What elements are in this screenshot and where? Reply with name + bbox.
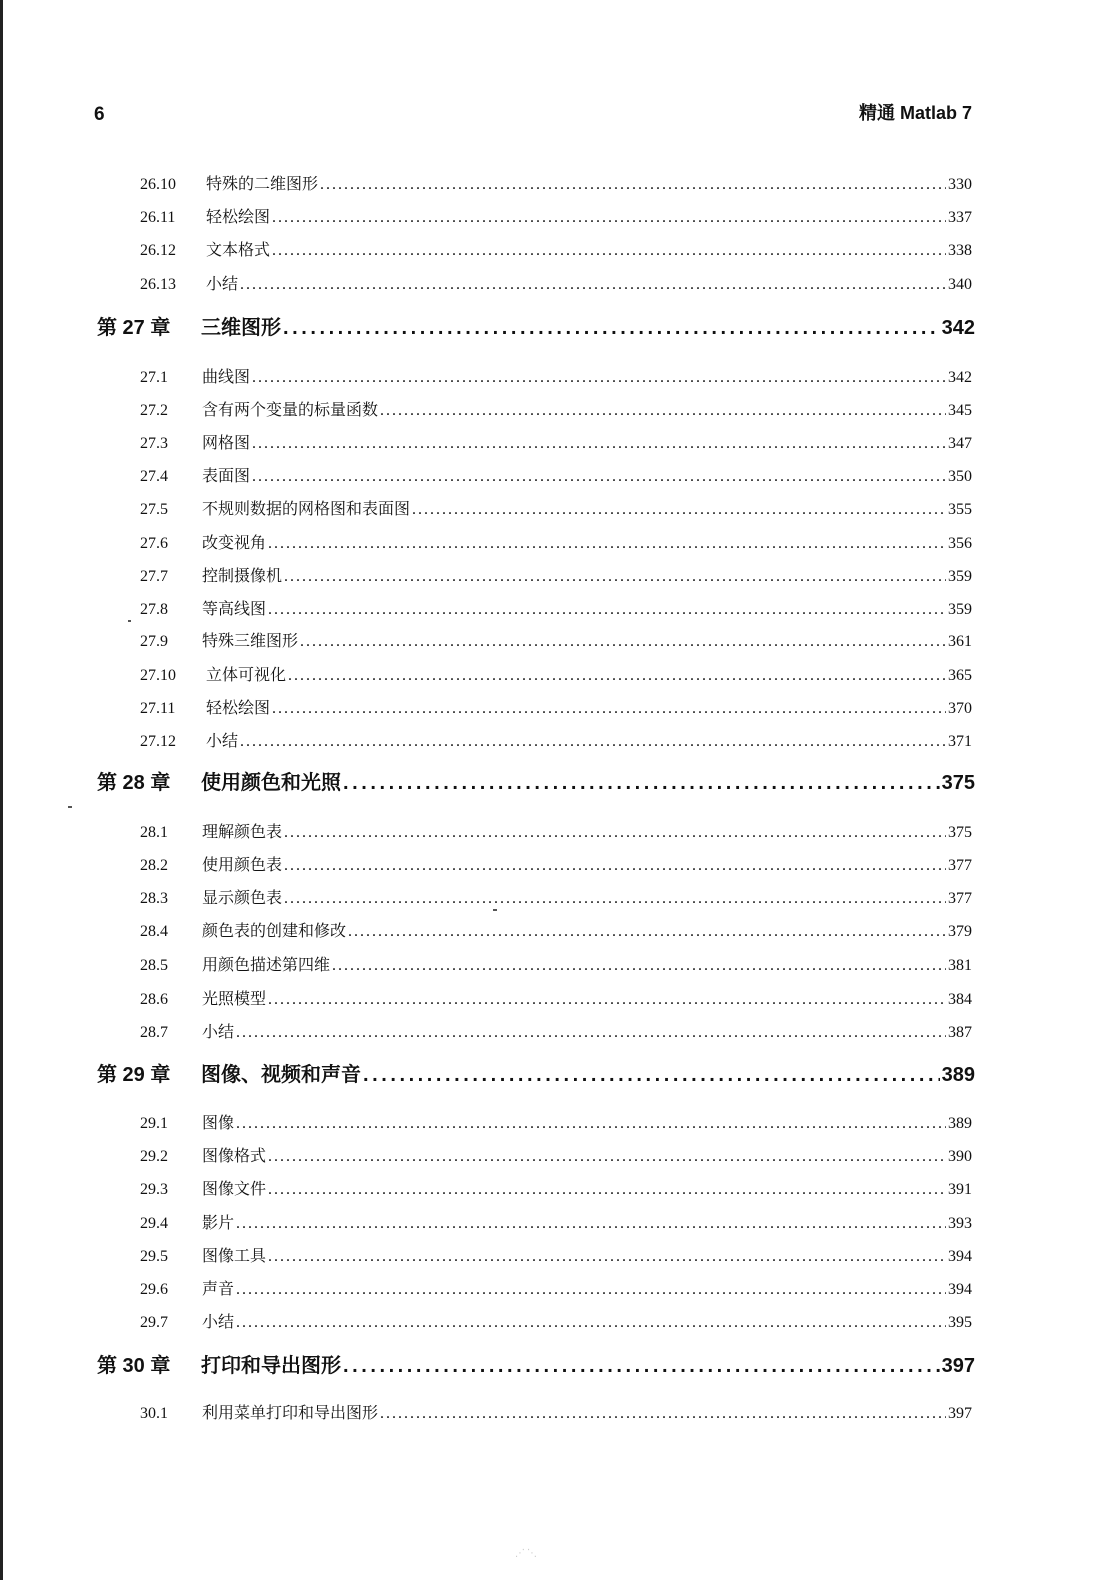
toc-section-row bbox=[140, 237, 972, 260]
toc-section-row bbox=[140, 596, 972, 619]
section-number: 28.1 bbox=[140, 824, 168, 841]
section-title: 轻松绘图 bbox=[206, 698, 271, 717]
section-number: 28.3 bbox=[140, 890, 168, 907]
section-number: 27.12 bbox=[140, 733, 176, 750]
chapter-number: 第 30 章 bbox=[97, 1355, 171, 1377]
toc-chapter-row bbox=[97, 311, 975, 340]
page-reference: 361 bbox=[948, 633, 972, 650]
page-reference: 397 bbox=[948, 1405, 972, 1422]
dot-leader bbox=[288, 667, 946, 685]
page-reference: 370 bbox=[948, 700, 972, 717]
dot-leader bbox=[268, 535, 946, 553]
section-title: 显示颜色表 bbox=[202, 888, 283, 907]
page-reference: 389 bbox=[948, 1115, 972, 1132]
section-number: 29.4 bbox=[140, 1215, 168, 1232]
section-number: 28.6 bbox=[140, 991, 168, 1008]
section-title: 图像格式 bbox=[202, 1146, 267, 1165]
dot-leader bbox=[268, 1248, 946, 1266]
page-reference: 387 bbox=[948, 1024, 972, 1041]
section-number: 26.12 bbox=[140, 242, 176, 259]
page-reference: 340 bbox=[948, 276, 972, 293]
section-title: 曲线图 bbox=[202, 367, 251, 386]
section-number: 27.2 bbox=[140, 402, 168, 419]
chapter-number: 第 27 章 bbox=[97, 317, 171, 339]
section-title: 利用菜单打印和导出图形 bbox=[202, 1403, 379, 1422]
dot-leader bbox=[268, 601, 946, 619]
page-reference: 338 bbox=[948, 242, 972, 259]
toc-section-row bbox=[140, 563, 972, 586]
toc-section-row bbox=[140, 695, 972, 718]
section-title: 特殊的二维图形 bbox=[206, 174, 319, 193]
page-reference: 390 bbox=[948, 1148, 972, 1165]
dot-leader bbox=[283, 317, 940, 340]
page-reference: 375 bbox=[948, 824, 972, 841]
toc-section-row bbox=[140, 1110, 972, 1133]
page-reference: 337 bbox=[948, 209, 972, 226]
dot-leader bbox=[284, 568, 946, 586]
page-reference: 356 bbox=[948, 535, 972, 552]
section-number: 29.2 bbox=[140, 1148, 168, 1165]
toc-section-row bbox=[140, 1400, 972, 1423]
section-title: 含有两个变量的标量函数 bbox=[202, 400, 379, 419]
section-number: 29.3 bbox=[140, 1181, 168, 1198]
scan-speck bbox=[493, 909, 497, 911]
toc-section-row bbox=[140, 885, 972, 908]
toc-section-row bbox=[140, 1143, 972, 1166]
section-title: 改变视角 bbox=[202, 533, 267, 552]
dot-leader bbox=[240, 276, 946, 294]
section-title: 表面图 bbox=[202, 466, 251, 485]
chapter-number: 第 28 章 bbox=[97, 772, 171, 794]
page-reference: 342 bbox=[941, 317, 975, 339]
chapter-title: 三维图形 bbox=[201, 315, 281, 339]
section-title: 小结 bbox=[202, 1022, 235, 1041]
toc-section-row bbox=[140, 530, 972, 553]
section-number: 27.8 bbox=[140, 601, 168, 618]
section-number: 26.13 bbox=[140, 276, 176, 293]
section-number: 29.5 bbox=[140, 1248, 168, 1265]
toc-section-row bbox=[140, 952, 972, 975]
dot-leader bbox=[268, 991, 946, 1009]
dot-leader bbox=[252, 369, 946, 387]
section-title: 声音 bbox=[202, 1279, 235, 1298]
dot-leader bbox=[320, 176, 946, 194]
page-reference: 359 bbox=[948, 601, 972, 618]
dot-leader bbox=[268, 1181, 946, 1199]
dot-leader bbox=[363, 1064, 940, 1087]
section-title: 光照模型 bbox=[202, 989, 267, 1008]
toc-section-row bbox=[140, 1243, 972, 1266]
dot-leader bbox=[236, 1115, 946, 1133]
section-title: 图像工具 bbox=[202, 1246, 267, 1265]
dot-leader bbox=[343, 772, 940, 795]
section-number: 29.7 bbox=[140, 1314, 168, 1331]
scan-speck bbox=[68, 806, 72, 808]
section-number: 29.1 bbox=[140, 1115, 168, 1132]
page-reference: 379 bbox=[948, 923, 972, 940]
section-number: 30.1 bbox=[140, 1405, 168, 1422]
dot-leader bbox=[236, 1281, 946, 1299]
section-title: 控制摄像机 bbox=[202, 566, 283, 585]
page-reference: 394 bbox=[948, 1281, 972, 1298]
dot-leader bbox=[236, 1024, 946, 1042]
chapter-title: 图像、视频和声音 bbox=[201, 1062, 361, 1086]
section-number: 27.1 bbox=[140, 369, 168, 386]
toc-section-row bbox=[140, 1176, 972, 1199]
toc-chapter-row bbox=[97, 766, 975, 795]
dot-leader bbox=[252, 468, 946, 486]
section-title: 特殊三维图形 bbox=[202, 631, 299, 650]
page-reference: 395 bbox=[948, 1314, 972, 1331]
dot-leader bbox=[343, 1355, 940, 1378]
toc-section-row bbox=[140, 918, 972, 941]
page-reference: 365 bbox=[948, 667, 972, 684]
dot-leader bbox=[348, 923, 946, 941]
page-reference: 355 bbox=[948, 501, 972, 518]
section-number: 29.6 bbox=[140, 1281, 168, 1298]
section-title: 影片 bbox=[202, 1213, 235, 1232]
page-reference: 375 bbox=[941, 772, 975, 794]
page-reference: 394 bbox=[948, 1248, 972, 1265]
toc-section-row bbox=[140, 728, 972, 751]
section-number: 28.7 bbox=[140, 1024, 168, 1041]
page-reference: 393 bbox=[948, 1215, 972, 1232]
toc-section-row bbox=[140, 852, 972, 875]
dot-leader bbox=[380, 1405, 946, 1423]
toc-section-row bbox=[140, 271, 972, 294]
dot-leader bbox=[252, 435, 946, 453]
section-number: 27.7 bbox=[140, 568, 168, 585]
toc-chapter-row bbox=[97, 1058, 975, 1087]
toc-section-row bbox=[140, 986, 972, 1009]
page-reference: 384 bbox=[948, 991, 972, 1008]
page-reference: 350 bbox=[948, 468, 972, 485]
toc-section-row bbox=[140, 1276, 972, 1299]
section-number: 27.6 bbox=[140, 535, 168, 552]
dot-leader bbox=[272, 242, 946, 260]
page-number: 6 bbox=[94, 104, 105, 125]
dot-leader bbox=[240, 733, 946, 751]
toc-section-row bbox=[140, 171, 972, 194]
section-title: 等高线图 bbox=[202, 599, 267, 618]
toc-section-row bbox=[140, 397, 972, 420]
page-reference: 377 bbox=[948, 890, 972, 907]
toc-chapter-row bbox=[97, 1349, 975, 1378]
toc-section-row bbox=[140, 463, 972, 486]
dot-leader bbox=[332, 957, 946, 975]
section-title: 轻松绘图 bbox=[206, 207, 271, 226]
page-reference: 347 bbox=[948, 435, 972, 452]
section-number: 26.10 bbox=[140, 176, 176, 193]
page-reference: 397 bbox=[941, 1355, 975, 1377]
dot-leader bbox=[272, 209, 946, 227]
toc-section-row bbox=[140, 364, 972, 387]
scan-smudge: ⋰⋱ bbox=[515, 1548, 539, 1559]
dot-leader bbox=[236, 1314, 946, 1332]
dot-leader bbox=[236, 1215, 946, 1233]
toc-section-row bbox=[140, 496, 972, 519]
section-title: 图像文件 bbox=[202, 1179, 267, 1198]
page-reference: 391 bbox=[948, 1181, 972, 1198]
page-reference: 330 bbox=[948, 176, 972, 193]
section-title: 小结 bbox=[202, 1312, 235, 1331]
section-number: 26.11 bbox=[140, 209, 176, 226]
section-number: 28.4 bbox=[140, 923, 168, 940]
section-title: 用颜色描述第四维 bbox=[202, 955, 331, 974]
section-title: 立体可视化 bbox=[206, 665, 287, 684]
dot-leader bbox=[272, 700, 946, 718]
section-number: 28.2 bbox=[140, 857, 168, 874]
dot-leader bbox=[412, 501, 946, 519]
toc-section-row bbox=[140, 819, 972, 842]
dot-leader bbox=[300, 633, 946, 651]
page-reference: 342 bbox=[948, 369, 972, 386]
dot-leader bbox=[268, 1148, 946, 1166]
section-title: 小结 bbox=[206, 731, 239, 750]
section-number: 27.3 bbox=[140, 435, 168, 452]
section-number: 27.11 bbox=[140, 700, 176, 717]
page-reference: 389 bbox=[941, 1064, 975, 1086]
toc-section-row bbox=[140, 628, 972, 651]
section-number: 27.4 bbox=[140, 468, 168, 485]
section-number: 27.9 bbox=[140, 633, 168, 650]
toc-section-row bbox=[140, 1210, 972, 1233]
section-title: 网格图 bbox=[202, 433, 251, 452]
section-title: 小结 bbox=[206, 274, 239, 293]
dot-leader bbox=[284, 890, 946, 908]
page-reference: 381 bbox=[948, 957, 972, 974]
dot-leader bbox=[380, 402, 946, 420]
section-title: 颜色表的创建和修改 bbox=[202, 921, 347, 940]
page-reference: 371 bbox=[948, 733, 972, 750]
page-reference: 345 bbox=[948, 402, 972, 419]
chapter-number: 第 29 章 bbox=[97, 1064, 171, 1086]
dot-leader bbox=[284, 824, 946, 842]
dot-leader bbox=[284, 857, 946, 875]
section-number: 28.5 bbox=[140, 957, 168, 974]
chapter-title: 打印和导出图形 bbox=[201, 1353, 341, 1377]
toc-section-row bbox=[140, 662, 972, 685]
section-title: 不规则数据的网格图和表面图 bbox=[202, 499, 411, 518]
toc-section-row bbox=[140, 204, 972, 227]
toc-section-row bbox=[140, 430, 972, 453]
book-title: 精通 Matlab 7 bbox=[858, 103, 972, 123]
page-reference: 377 bbox=[948, 857, 972, 874]
section-title: 理解颜色表 bbox=[202, 822, 283, 841]
section-number: 27.5 bbox=[140, 501, 168, 518]
section-title: 文本格式 bbox=[206, 240, 271, 259]
scan-speck bbox=[128, 620, 131, 622]
page-reference: 359 bbox=[948, 568, 972, 585]
section-title: 使用颜色表 bbox=[202, 855, 283, 874]
section-title: 图像 bbox=[202, 1113, 235, 1132]
toc-section-row bbox=[140, 1019, 972, 1042]
toc-section-row bbox=[140, 1309, 972, 1332]
section-number: 27.10 bbox=[140, 667, 176, 684]
chapter-title: 使用颜色和光照 bbox=[201, 770, 341, 794]
